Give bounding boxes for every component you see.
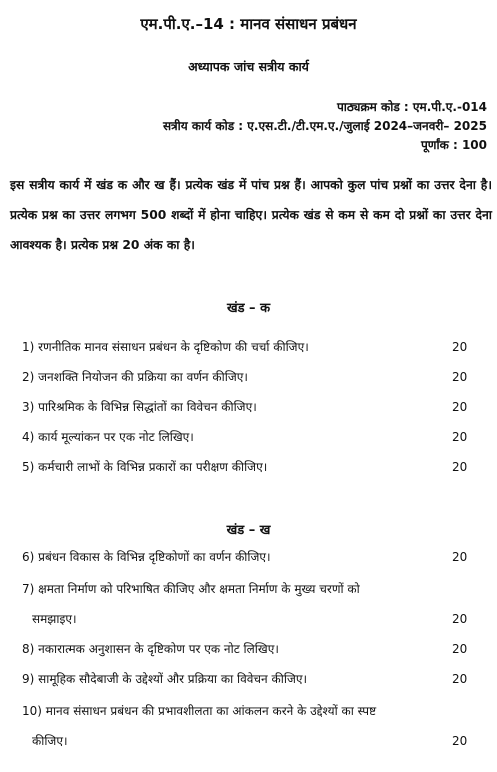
question-2: 2) जनशक्ति नियोजन की प्रक्रिया का वर्णन कीजिए। bbox=[22, 370, 248, 384]
question-4: 4) कार्य मूल्यांकन पर एक नोट लिखिए। bbox=[22, 430, 194, 444]
assignment-code: सत्रीय कार्य कोड : ए.एस.टी./टी.एम.ए./जुलाई 2024–जनवरी– 2025 bbox=[162, 119, 487, 133]
section-b-heading: खंड – ख bbox=[226, 523, 271, 538]
question-9: 9) सामूहिक सौदेबाजी के उद्देश्यों और प्रक्रिया का विवेचन कीजिए। bbox=[22, 672, 308, 686]
section-a-heading: खंड – क bbox=[226, 301, 271, 316]
question-5-marks: 20 bbox=[452, 460, 468, 474]
question-10-line-2: कीजिए। bbox=[32, 734, 68, 748]
question-6: 6) प्रबंधन विकास के विभिन्न दृष्टिकोणों का वर्णन कीजिए। bbox=[22, 550, 271, 564]
question-2-marks: 20 bbox=[452, 370, 468, 384]
question-6-marks: 20 bbox=[452, 550, 468, 564]
question-8: 8) नकारात्मक अनुशासन के दृष्टिकोण पर एक नोट लिखिए। bbox=[22, 642, 279, 656]
question-7-line-1: 7) क्षमता निर्माण को परिभाषित कीजिए और क्षमता निर्माण के मुख्य चरणों को bbox=[22, 582, 360, 596]
question-9-marks: 20 bbox=[452, 672, 468, 686]
question-3: 3) पारिश्रमिक के विभिन्न सिद्धांतों का विवेचन कीजिए। bbox=[22, 400, 257, 414]
question-1: 1) रणनीतिक मानव संसाधन प्रबंधन के दृष्टिकोण की चर्चा कीजिए। bbox=[22, 340, 309, 354]
document-title: एम.पी.ए.–14 : मानव संसाधन प्रबंधन bbox=[140, 15, 357, 33]
question-1-marks: 20 bbox=[452, 340, 468, 354]
question-5: 5) कर्मचारी लाभों के विभिन्न प्रकारों का परीक्षण कीजिए। bbox=[22, 460, 268, 474]
question-10-line-1: 10) मानव संसाधन प्रबंधन की प्रभावशीलता का आंकलन करने के उद्देश्यों का स्पष्ट bbox=[22, 704, 377, 718]
question-10-marks: 20 bbox=[452, 734, 468, 748]
course-code: पाठ्यक्रम कोड : एम.पी.ए.-014 bbox=[336, 100, 487, 114]
full-marks: पूर्णांक : 100 bbox=[420, 138, 487, 152]
instructions-paragraph: इस सत्रीय कार्य में खंड क और ख हैं। प्रत्येक खंड में पांच प्रश्न हैं। आपको कुल पांच प्रश्नों का उत्तर देना है। प्रत्येक प्रश्न का उत्तर लगभग 500 शब्दों में होना चाहिए। प्रत्येक खंड से कम से कम दो प्रश्नों का उत्तर देना आवश्यक है। प्रत्येक प्रश्न 20 अंक का है। bbox=[10, 178, 492, 252]
document-subtitle: अध्यापक जांच सत्रीय कार्य bbox=[188, 59, 309, 74]
question-7-marks: 20 bbox=[452, 612, 468, 626]
question-3-marks: 20 bbox=[452, 400, 468, 414]
question-8-marks: 20 bbox=[452, 642, 468, 656]
question-7-line-2: समझाइए। bbox=[32, 612, 77, 626]
question-4-marks: 20 bbox=[452, 430, 468, 444]
